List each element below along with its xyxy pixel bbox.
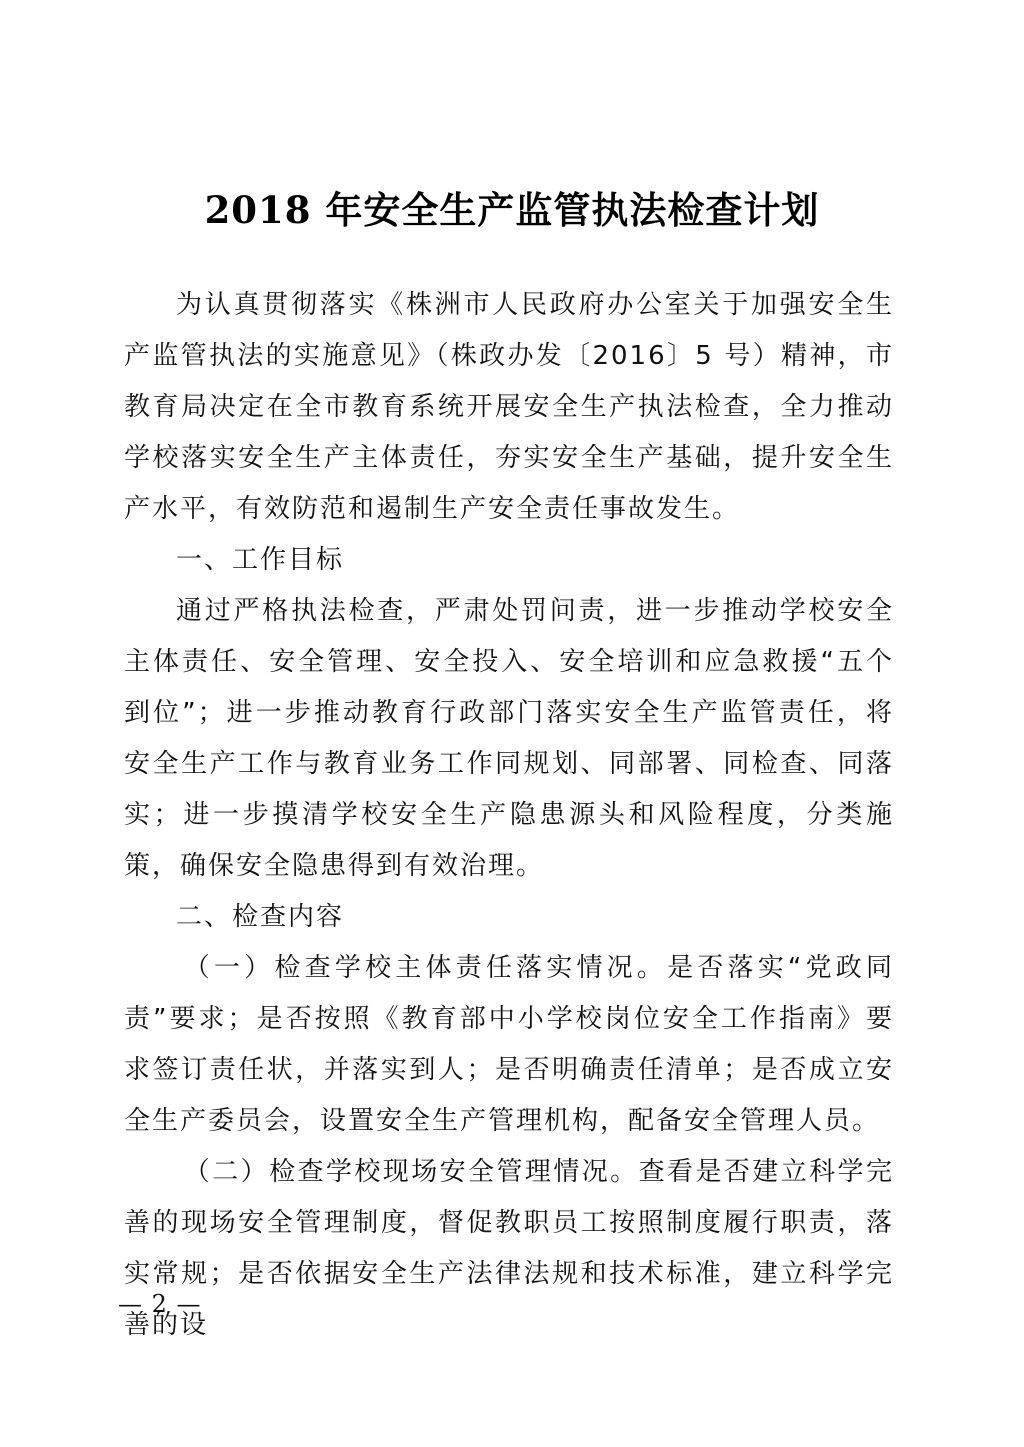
section-heading-content: 二、检查内容 <box>176 902 345 932</box>
section-heading-goals: 一、工作目标 <box>176 545 345 575</box>
goals-paragraph: 通过严格执法检查，严肃处罚问责，进一步推动学校安全主体责任、安全管理、安全投入、安全培训和应急救援“五个到位”；进一步推动教育行政部门落实安全生产监管责任，将安全生产工作与教育业务工作同规划、同部署、同检查、同落实；进一步摸清学校安全生产隐患源头和风险程度，分类施策，确保安全隐患得到有效治理。 <box>124 596 894 881</box>
content-item-1: （一）检查学校主体责任落实情况。是否落实“党政同责”要求；是否按照《教育部中小学校岗位安全工作指南》要求签订责任状，并落实到人；是否明确责任清单；是否成立安全生产委员会，设置安全生产管理机构，配备安全管理人员。 <box>124 953 894 1136</box>
document-body <box>124 280 894 1351</box>
content-item-2: （二）检查学校现场安全管理情况。查看是否建立科学完善的现场安全管理制度，督促教职员工按照制度履行职责，落实常规；是否依据安全生产法律法规和技术标准，建立科学完善的设 <box>124 1157 894 1340</box>
intro-paragraph: 为认真贯彻落实《株洲市人民政府办公室关于加强安全生产监管执法的实施意见》（株政办发〔2016〕5 号）精神，市教育局决定在全市教育系统开展安全生产执法检查，全力推动学校落实安全生产主体责任，夯实安全生产基础，提升安全生产水平，有效防范和遏制生产安全责任事故发生。 <box>124 290 894 524</box>
page-number: — 2 — <box>118 1290 202 1318</box>
document-title: 2018 年安全生产监管执法检查计划 <box>204 188 820 232</box>
